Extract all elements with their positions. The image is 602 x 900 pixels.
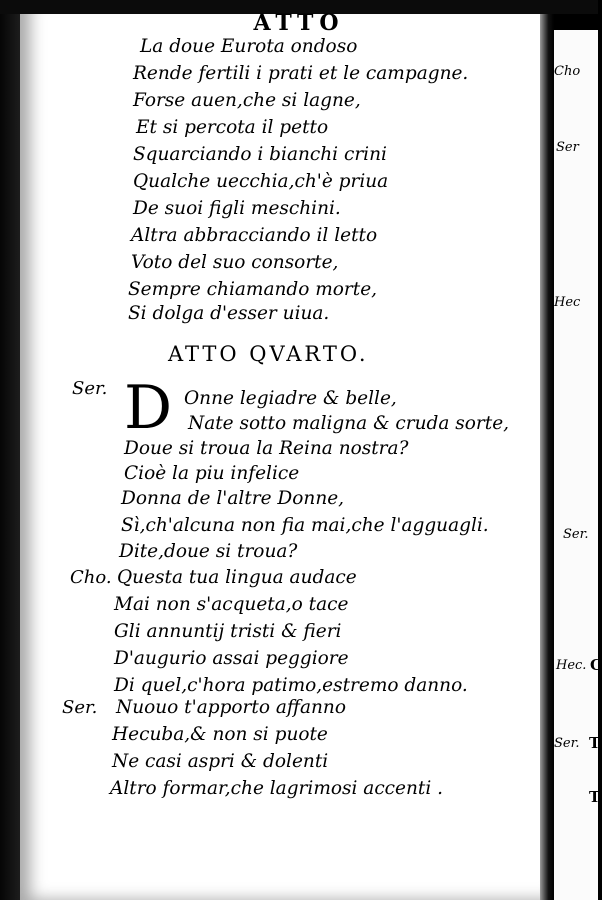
drop-cap: D bbox=[124, 373, 173, 443]
verse-line: Et si percota il petto bbox=[136, 117, 329, 138]
facing-margin-label: Ser. bbox=[554, 736, 580, 751]
running-header: ATTO bbox=[253, 10, 345, 36]
dialogue-line: Di quel,c'hora patimo,estremo danno. bbox=[114, 675, 468, 696]
dialogue-line: Questa tua lingua audace bbox=[117, 567, 357, 588]
facing-margin-label: Hec. bbox=[556, 658, 587, 673]
page-gutter bbox=[540, 0, 554, 900]
verse-line: Voto del suo consorte, bbox=[131, 252, 339, 273]
facing-edge-letter: T bbox=[589, 734, 601, 752]
dialogue-line: Gli annuntij tristi & fieri bbox=[114, 621, 342, 642]
dialogue-line: Altro formar,che lagrimosi accenti . bbox=[110, 778, 444, 799]
dialogue-line: D'augurio assai peggiore bbox=[114, 648, 349, 669]
dialogue-line: Sì,ch'alcuna non fia mai,che l'agguagli. bbox=[121, 515, 489, 536]
dialogue-line: Nate sotto maligna & cruda sorte, bbox=[188, 413, 510, 434]
verse-line: Rende fertili i prati et le campagne. bbox=[133, 63, 469, 84]
facing-margin-label: Hec bbox=[554, 295, 581, 310]
facing-edge-letter: C bbox=[590, 656, 602, 674]
verse-line: Qualche uecchia,ch'è priua bbox=[133, 171, 389, 192]
verse-line: Squarciando i bianchi crini bbox=[133, 144, 387, 165]
speaker-label: Cho. bbox=[70, 567, 112, 588]
facing-margin-label: Cho bbox=[554, 64, 581, 79]
dialogue-line: Ne casi aspri & dolenti bbox=[112, 751, 329, 772]
dialogue-line: Mai non s'acqueta,o tace bbox=[114, 594, 349, 615]
dialogue-line: Onne legiadre & belle, bbox=[184, 388, 397, 409]
facing-edge-letter: T bbox=[589, 788, 601, 806]
dialogue-line: Nuouo t'apporto affanno bbox=[116, 697, 346, 718]
act-heading: ATTO QVARTO. bbox=[168, 342, 369, 366]
speaker-label: Ser. bbox=[72, 378, 108, 399]
verse-line: Sempre chiamando morte, bbox=[128, 279, 378, 300]
verse-line: Si dolga d'esser uiua. bbox=[128, 303, 330, 324]
dialogue-line: Cioè la piu infelice bbox=[124, 463, 300, 484]
verse-line: La doue Eurota ondoso bbox=[140, 36, 358, 57]
dialogue-line: Donna de l'altre Donne, bbox=[121, 488, 345, 509]
dialogue-line: Doue si troua la Reina nostra? bbox=[124, 438, 409, 459]
verse-line: Altra abbracciando il letto bbox=[131, 225, 378, 246]
verse-line: Forse auen,che si lagne, bbox=[133, 90, 361, 111]
speaker-label: Ser. bbox=[62, 697, 98, 718]
facing-margin-label: Ser. bbox=[563, 527, 589, 542]
dialogue-line: Hecuba,& non si puote bbox=[112, 724, 328, 745]
dialogue-line: Dite,doue si troua? bbox=[119, 541, 298, 562]
verse-line: De suoi figli meschini. bbox=[133, 198, 341, 219]
facing-page-edge bbox=[554, 30, 602, 900]
facing-margin-label: Ser bbox=[556, 140, 579, 155]
